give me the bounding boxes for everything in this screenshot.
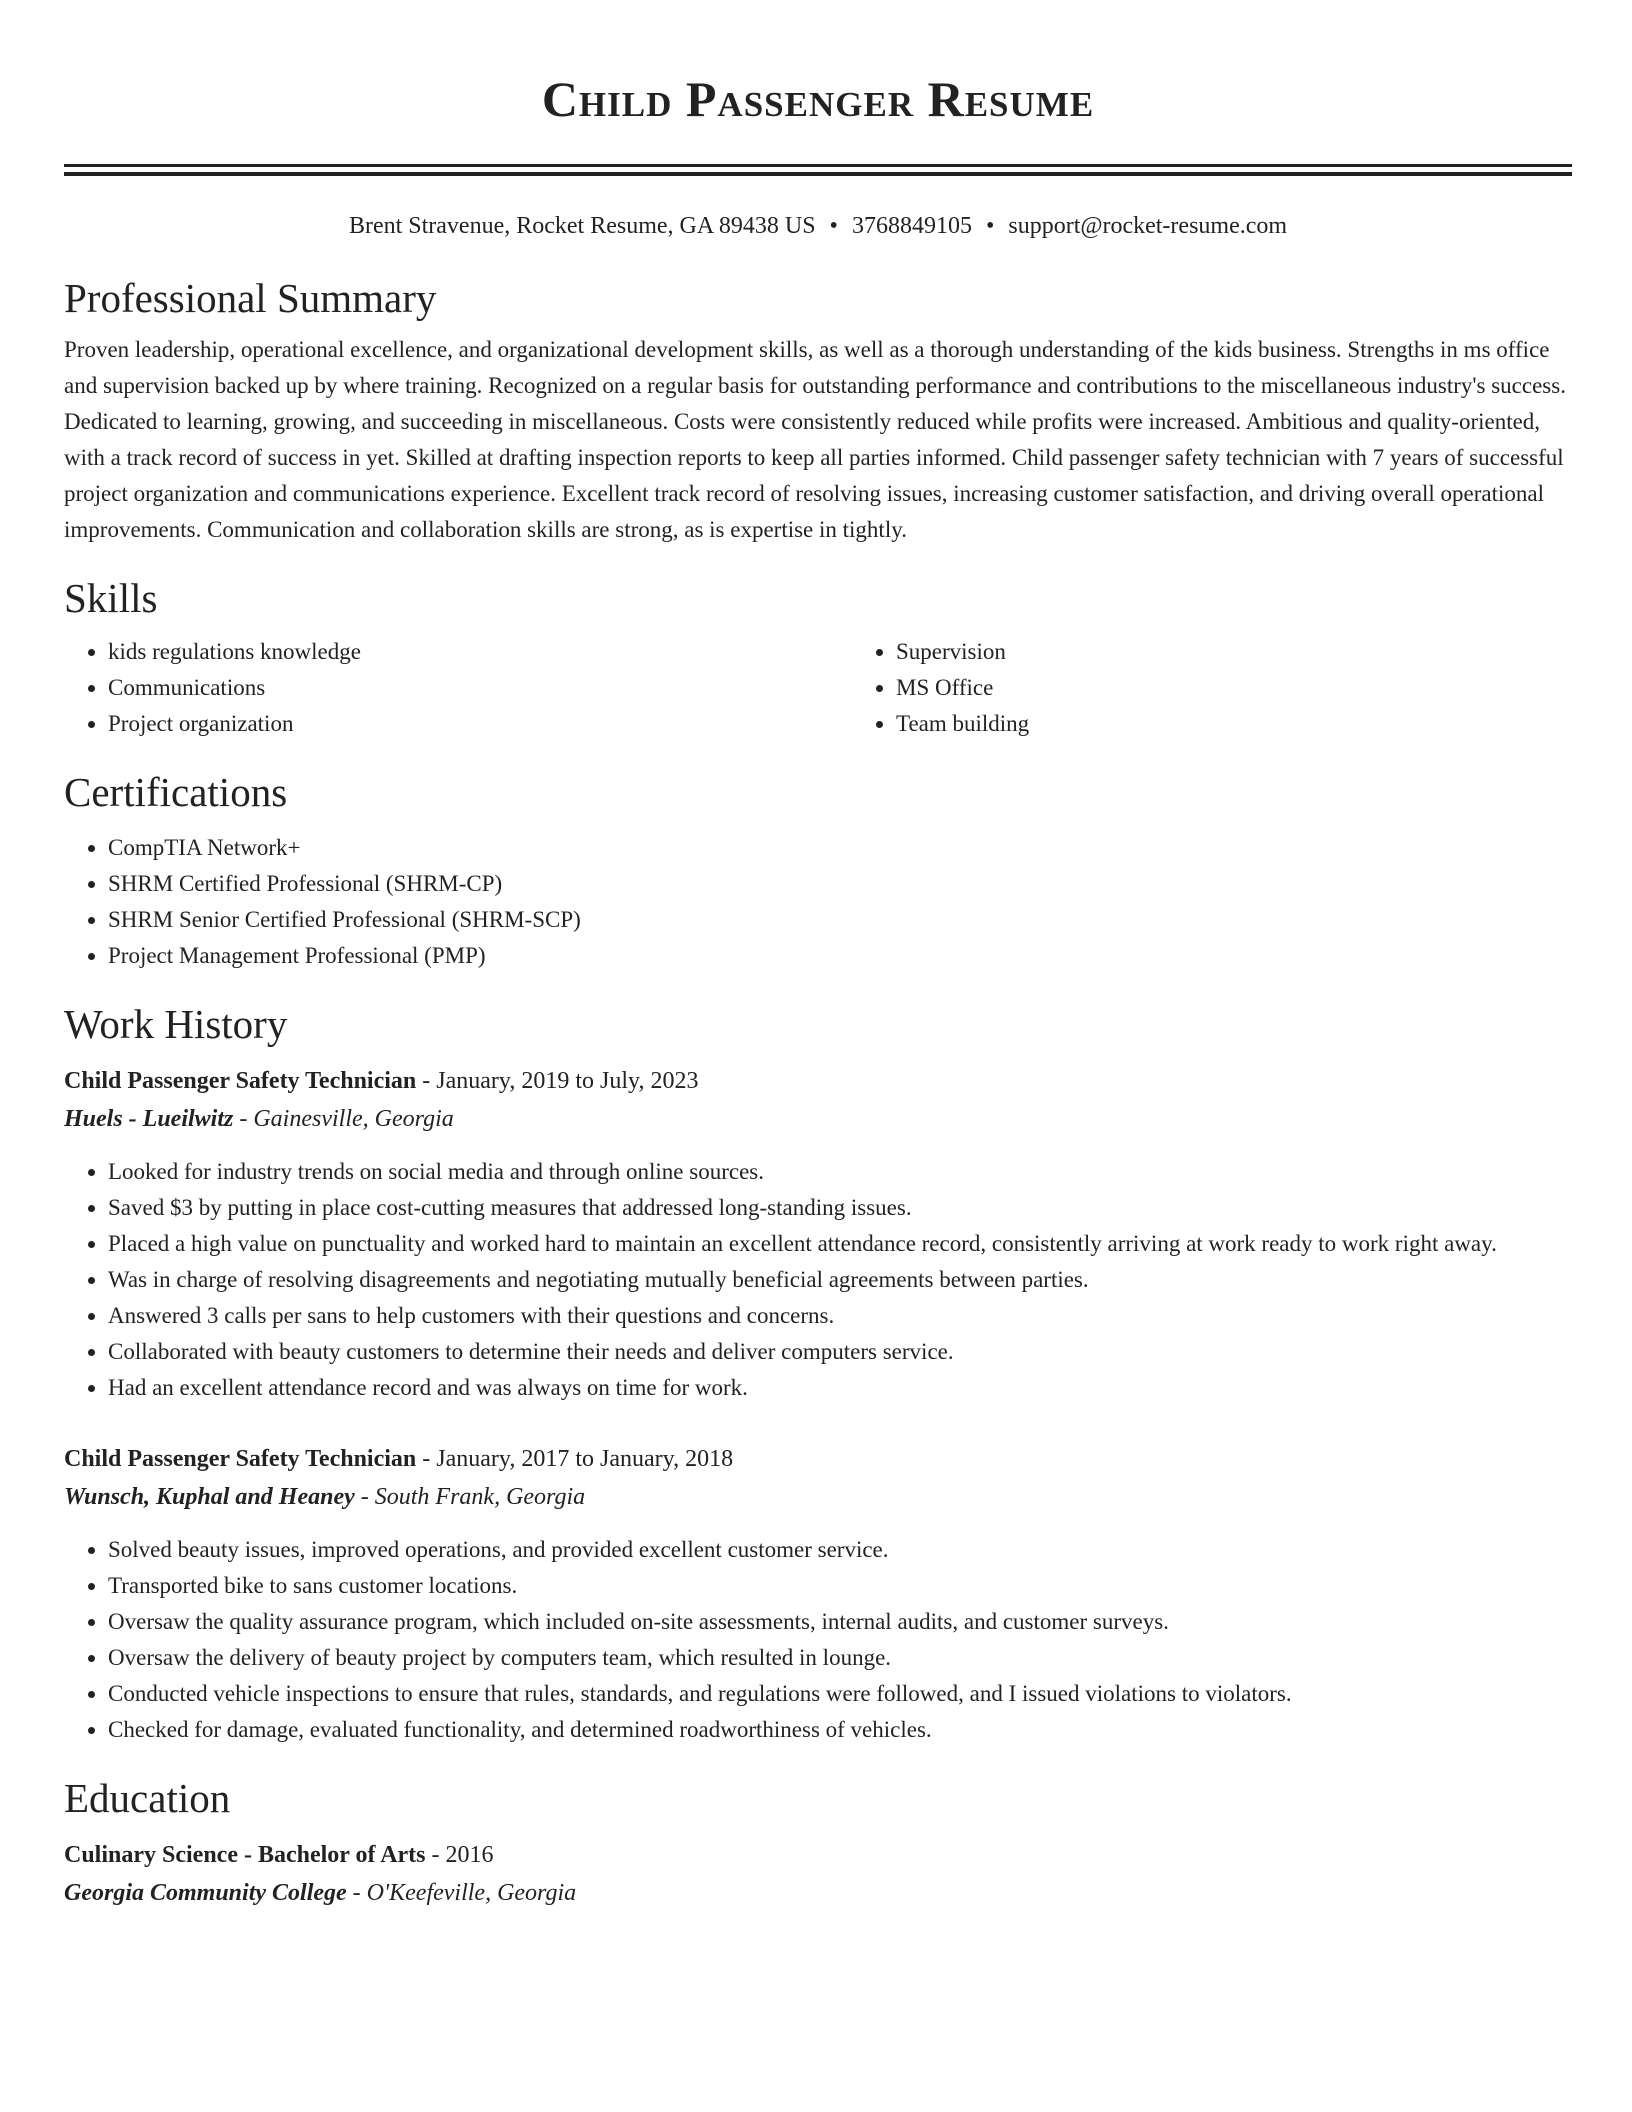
education-school: Georgia Community College: [64, 1880, 347, 1906]
job-bullet: • Conducted vehicle inspections to ensure that rules, standards, and regulations were followed, and I issued violations to violators.: [108, 1676, 1572, 1712]
job-dates: - January, 2019 to July, 2023: [416, 1068, 699, 1094]
skill-item: • Communications: [108, 670, 852, 706]
skill-item: • Team building: [896, 706, 1632, 742]
job-bullet: • Oversaw the quality assurance program, which included on-site assessments, internal audits, and customer surveys.: [108, 1604, 1572, 1640]
certification-item: • SHRM Certified Professional (SHRM-CP): [108, 866, 1572, 902]
job-bullet: • Had an excellent attendance record and was always on time for work.: [108, 1370, 1572, 1406]
job-dates: - January, 2017 to January, 2018: [416, 1446, 734, 1472]
skill-item: • Supervision: [896, 634, 1632, 670]
skill-item: • MS Office: [896, 670, 1632, 706]
resume-title: Child Passenger Resume: [541, 71, 1095, 127]
contact-email: support@rocket-resume.com: [1008, 213, 1288, 239]
job-company: Wunsch, Kuphal and Heaney: [64, 1484, 355, 1510]
job-bullet: • Transported bike to sans customer locations.: [108, 1568, 1572, 1604]
job-bullet: • Placed a high value on punctuality and worked hard to maintain an excellent attendance record, consistently arriving at work ready to work right away.: [108, 1226, 1572, 1262]
contact-phone: 3768849105: [851, 213, 972, 239]
certification-item: • Project Management Professional (PMP): [108, 938, 1572, 974]
job-bullet: • Solved beauty issues, improved operations, and provided excellent customer service.: [108, 1532, 1572, 1568]
certification-item: • SHRM Senior Certified Professional (SHRM-SCP): [108, 902, 1572, 938]
skills-heading: Skills: [64, 575, 158, 621]
education-heading: Education: [64, 1775, 231, 1821]
title-rule-bottom: [64, 172, 1572, 176]
job-title-line: [64, 1440, 1572, 1478]
job-location: - South Frank, Georgia: [354, 1484, 586, 1510]
job-bullet: • Oversaw the delivery of beauty project by computers team, which resulted in lounge.: [108, 1640, 1572, 1676]
title-rule-top: [64, 164, 1572, 167]
job-bullet: • Was in charge of resolving disagreements and negotiating mutually beneficial agreements between parties.: [108, 1262, 1572, 1298]
certification-item: • CompTIA Network+: [108, 830, 1572, 866]
job-title: Child Passenger Safety Technician: [64, 1068, 417, 1094]
education-year: - 2016: [425, 1842, 494, 1868]
education-degree-line: [64, 1836, 1572, 1874]
summary-heading: Professional Summary: [64, 275, 437, 321]
contact-line: [64, 210, 1572, 242]
job-entry: [64, 1440, 1572, 1748]
job-title: Child Passenger Safety Technician: [64, 1446, 417, 1472]
job-bullets: [64, 1532, 1572, 1748]
summary-text: Proven leadership, operational excellence, and organizational development skills, as well as a thorough understanding of the kids business. Strengths in ms office and supervision backed up by where training. Recognized on a regular basis for outstanding performance and contributions to the miscellaneous industry's success. Dedicated to learning, growing, and succeeding in miscellaneous. Costs were consistently reduced while profits were increased. Ambitious and quality-oriented, with a track record of success in yet. Skilled at drafting inspection reports to keep all parties informed. Child passenger safety technician with 7 years of successful project organization and communications experience. Excellent track record of resolving issues, increasing customer satisfaction, and driving overall operational improvements. Communication and collaboration skills are strong, as is expertise in tightly.: [64, 337, 1566, 542]
job-entry: [64, 1062, 1572, 1406]
skill-item: • kids regulations knowledge: [108, 634, 852, 670]
work-history-heading: Work History: [64, 1001, 288, 1047]
job-bullet: • Collaborated with beauty customers to determine their needs and deliver computers service.: [108, 1334, 1572, 1370]
job-company: Huels - Lueilwitz: [64, 1106, 234, 1132]
education-location: - O'Keefeville, Georgia: [346, 1880, 577, 1906]
skills-column-right: [852, 634, 1632, 742]
education-entry: [64, 1836, 1572, 1912]
certifications-list: [64, 830, 1572, 974]
job-bullet: • Looked for industry trends on social media and through online sources.: [108, 1154, 1572, 1190]
job-bullet: • Answered 3 calls per sans to help customers with their questions and concerns.: [108, 1298, 1572, 1334]
job-company-line: [64, 1100, 1572, 1138]
job-company-line: [64, 1478, 1572, 1516]
certifications-heading: Certifications: [64, 769, 288, 815]
education-school-line: [64, 1874, 1572, 1912]
resume-body: [64, 0, 1572, 1912]
skill-item: • Project organization: [108, 706, 852, 742]
job-bullets: [64, 1154, 1572, 1406]
skills-column-left: [64, 634, 852, 742]
education-degree: Culinary Science - Bachelor of Arts: [64, 1842, 426, 1868]
contact-separator: •: [985, 213, 995, 239]
skills-list: [64, 634, 1572, 742]
job-bullet: • Saved $3 by putting in place cost-cutting measures that addressed long-standing issues.: [108, 1190, 1572, 1226]
job-bullet: • Checked for damage, evaluated functionality, and determined roadworthiness of vehicles.: [108, 1712, 1572, 1748]
job-title-line: [64, 1062, 1572, 1100]
contact-address: Brent Stravenue, Rocket Resume, GA 89438 US: [348, 213, 816, 239]
job-location: - Gainesville, Georgia: [233, 1106, 454, 1132]
contact-separator: •: [829, 213, 838, 239]
